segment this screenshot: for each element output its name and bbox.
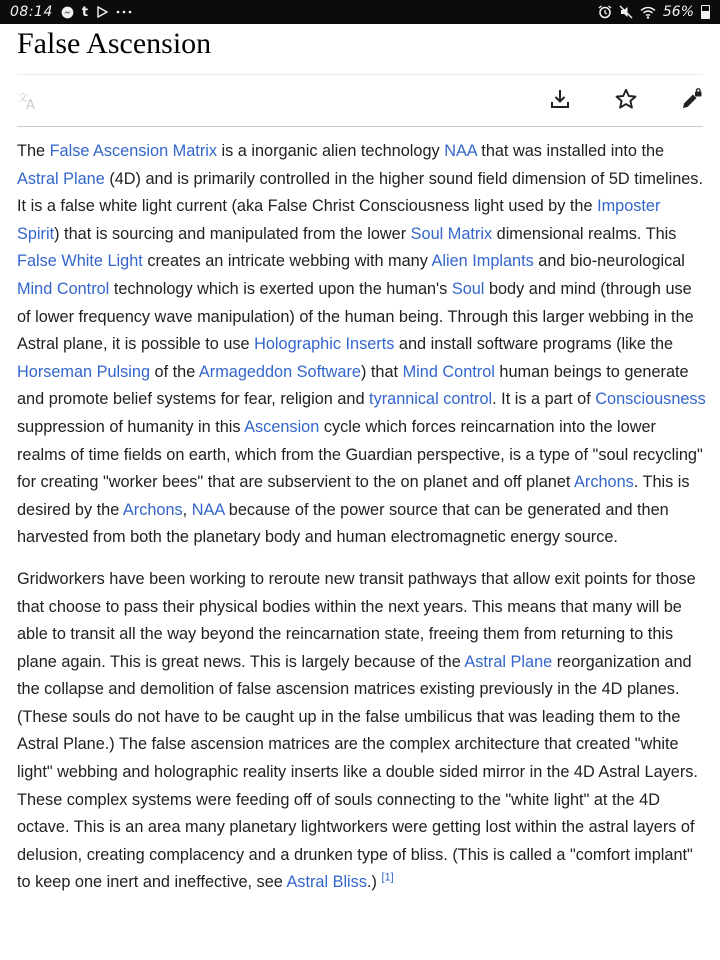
link-consciousness[interactable]: Consciousness <box>595 390 706 409</box>
text: is a inorganic alien technology <box>217 142 445 160</box>
svg-text:A: A <box>26 98 35 112</box>
link-alien-implants[interactable]: Alien Implants <box>431 252 534 271</box>
text: dimensional realms. This <box>492 224 677 243</box>
star-icon[interactable] <box>615 88 637 115</box>
link-astral-bliss[interactable]: Astral Bliss <box>286 873 367 892</box>
link-mind-control[interactable]: Mind Control <box>402 362 495 381</box>
status-time: 08:14 <box>10 4 53 20</box>
title-divider <box>17 74 703 75</box>
article-paragraph-2 <box>17 566 707 897</box>
text: .) <box>366 873 382 892</box>
text: suppression of humanity in this <box>17 417 245 436</box>
link-tyrannical-control[interactable]: tyrannical control <box>369 390 493 409</box>
status-bar <box>0 0 720 24</box>
mute-icon <box>619 5 633 19</box>
toolbar-divider <box>17 126 703 127</box>
article-paragraph-1 <box>17 138 707 552</box>
text: human beings to generate and promote belief systems for fear, religion and <box>17 362 689 409</box>
link-mind-control[interactable]: Mind Control <box>17 279 110 298</box>
page-title: False Ascension <box>17 27 212 60</box>
text: cycle which forces reincarnation into the lower realms of time fields on earth, which from the Guardian perspective, is a type of "soul recycling" for creating "worker bees" that are subservient to the on planet and off planet <box>17 417 703 492</box>
edit-locked-icon[interactable] <box>681 88 703 115</box>
link-false-ascension-matrix[interactable]: False Ascension Matrix <box>49 142 217 160</box>
text: . It is a part of <box>492 390 596 409</box>
text: (4D) and is primarily controlled in the higher sound field dimension of 5D timelines. It is a false white light current (aka False Christ Consciousness light used by the <box>17 169 703 216</box>
text: , <box>182 500 192 519</box>
text: . This is desired by the <box>17 473 690 519</box>
link-naa[interactable]: NAA <box>444 142 477 160</box>
text: body and mind (through use of lower frequency wave manipulation) of the human being. Through this larger webbing in the Astral plane, it is possible to use <box>17 279 694 354</box>
text: ) that is sourcing and manipulated from the lower <box>54 224 411 243</box>
battery-icon <box>701 5 710 19</box>
more-dots-icon <box>116 9 132 15</box>
link-soul-matrix[interactable]: Soul Matrix <box>410 224 493 243</box>
text: because of the power source that can be generated and then harvested from both the planetary body and human electromagnetic energy source. <box>17 500 669 547</box>
link-astral-plane[interactable]: Astral Plane <box>17 169 105 188</box>
link-false-white-light[interactable]: False White Light <box>17 252 143 271</box>
download-icon[interactable] <box>549 88 571 115</box>
link-horseman-pulsing[interactable]: Horseman Pulsing <box>17 362 151 381</box>
link-ascension[interactable]: Ascension <box>244 417 320 436</box>
text: of the <box>150 362 199 381</box>
text: and bio-neurological <box>533 252 685 271</box>
text: technology which is exerted upon the human's <box>109 279 452 298</box>
text: ) that <box>360 362 403 381</box>
page-actions-toolbar <box>17 86 703 116</box>
reference-link[interactable]: [1] <box>381 872 394 885</box>
link-archons[interactable]: Archons <box>122 500 183 519</box>
svg-text:文: 文 <box>18 93 28 104</box>
text: creates an intricate webbing with many <box>142 252 432 271</box>
link-armageddon-software[interactable]: Armageddon Software <box>198 362 361 381</box>
play-icon <box>96 6 108 18</box>
link-astral-plane[interactable]: Astral Plane <box>464 652 553 671</box>
text: reorganization and the collapse and demolition of false ascension matrices existing previously in the 4D planes. (These souls do not have to be caught up in the false umbilicus that was leading them to the Astral Plane.) The false ascension matrices are the complex architecture that created "white light" webbing and holographic reality inserts like a double sided mirror in the 4D Astral Layers. These complex systems were feeding off of souls connecting to the "white light" at the 4D octave. This is an area many planetary lightworkers were getting lost within the astral layers of delusion, creating complacency and a drunken type of bliss. (This is called a "comfort implant" to keep one inert and ineffective, see <box>17 652 698 892</box>
alarm-icon <box>598 5 612 19</box>
battery-percent: 56% <box>662 4 694 20</box>
link-soul[interactable]: Soul <box>451 279 485 298</box>
tumblr-icon: t <box>81 4 89 20</box>
link-imposter-spirit[interactable]: Imposter Spirit <box>17 197 661 243</box>
messenger-icon <box>61 6 74 19</box>
link-holographic-inserts[interactable]: Holographic Inserts <box>254 335 395 354</box>
text: Gridworkers have been working to reroute new transit pathways that allow exit points for those that choose to pass their physical bodies within the next years. This means that many will be able to transit all the way beyond the reincarnation state, freeing them from returning to this plane again. This is great news. This is largely because of the <box>17 569 696 671</box>
text: that was installed into the <box>476 142 665 160</box>
wifi-icon <box>640 6 656 19</box>
text: and install software programs (like the <box>394 335 674 354</box>
article-body <box>17 138 707 911</box>
translate-icon[interactable] <box>17 90 41 117</box>
link-archons[interactable]: Archons <box>574 473 634 492</box>
text: The <box>17 142 50 160</box>
link-naa[interactable]: NAA <box>191 500 225 519</box>
